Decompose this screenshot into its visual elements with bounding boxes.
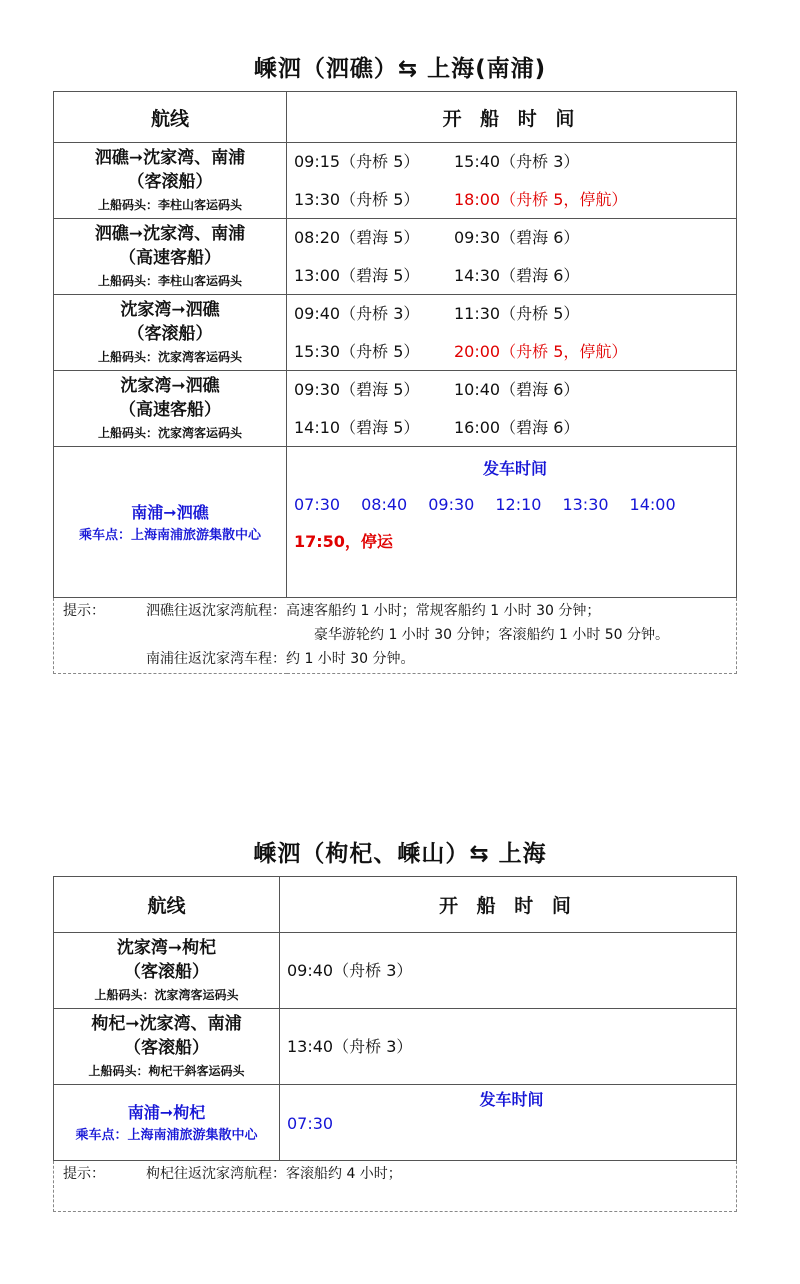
section1-title: 嵊泗（泗礁）⇆ 上海(南浦) [253, 56, 547, 82]
vessel-type: （高速客船） [119, 400, 221, 420]
sailing-time: 15:30（舟桥 5） [294, 342, 420, 361]
sailing-time: 15:40（舟桥 3） [454, 152, 580, 171]
section2-table [53, 876, 737, 1212]
route-cell [54, 295, 287, 371]
route-name: 泗礁➞沈家湾、南浦 [94, 224, 246, 244]
vessel-type: （高速客船） [119, 248, 221, 268]
route-name: 沈家湾➞泗礁 [120, 376, 220, 396]
sailing-time: 09:30（碧海 6） [454, 228, 580, 247]
sailing-times [287, 143, 737, 219]
vessel-type: （客滚船） [124, 962, 209, 982]
suspended-sailing-time: 18:00（舟桥 5，停航） [454, 190, 628, 209]
tips-row [54, 1161, 737, 1212]
route-cell [54, 143, 287, 219]
tips-row [54, 598, 737, 674]
sailing-times [287, 371, 737, 447]
sailing-time: 09:15（舟桥 5） [294, 152, 420, 171]
bus-route-cell [54, 1085, 280, 1161]
sailing-times [280, 933, 737, 1009]
route-name: 泗礁➞沈家湾、南浦 [94, 148, 246, 168]
boarding-pier: 上船码头：沈家湾客运码头 [97, 426, 242, 440]
departure-time: 13:30 [562, 495, 609, 514]
vessel-type: （客滚船） [124, 1038, 209, 1058]
route-name: 沈家湾➞枸杞 [116, 938, 217, 958]
departure-time: 14:00 [629, 495, 676, 514]
sailing-time: 14:10（碧海 5） [294, 418, 420, 437]
bus-times [280, 1085, 737, 1161]
tip-text: 枸杞往返沈家湾航程：客滚船约 4 小时； [146, 1166, 402, 1182]
sailing-time: 16:00（碧海 6） [454, 418, 580, 437]
departure-times [294, 495, 736, 514]
sailing-time: 13:00（碧海 5） [294, 266, 420, 285]
vessel-type: （客滚船） [127, 172, 213, 192]
tip-text: 南浦往返沈家湾车程：约 1 小时 30 分钟。 [146, 651, 415, 667]
vessel-type: （客滚船） [127, 324, 213, 344]
table-row [54, 295, 737, 371]
sailing-time: 13:40（舟桥 3） [287, 1036, 413, 1056]
tip-text: 豪华游轮约 1 小时 30 分钟；客滚船约 1 小时 50 分钟。 [314, 627, 670, 643]
section1-table [53, 91, 737, 674]
boarding-pier: 上船码头：沈家湾客运码头 [94, 988, 239, 1002]
boarding-pier: 上船码头：沈家湾客运码头 [97, 350, 242, 364]
bus-route-cell [54, 447, 287, 598]
section2-title: 嵊泗（枸杞、嵊山）⇆ 上海 [253, 841, 547, 867]
sailing-time: 09:40（舟桥 3） [287, 960, 413, 980]
route-name: 沈家湾➞泗礁 [120, 300, 220, 320]
tips-cell [54, 598, 737, 674]
bus-times [287, 447, 737, 598]
sailing-time: 09:40（舟桥 3） [294, 304, 420, 323]
route-cell [54, 219, 287, 295]
sailing-times [287, 219, 737, 295]
boarding-pier: 上船码头：李柱山客运码头 [97, 274, 242, 288]
bus-row [54, 1085, 737, 1161]
table-row [54, 143, 737, 219]
tips-label: 提示： [63, 1166, 105, 1182]
bus-route-name: 南浦➞泗礁 [131, 502, 209, 522]
bus-pickup-point: 乘车点：上海南浦旅游集散中心 [78, 527, 261, 543]
bus-row [54, 447, 737, 598]
sailing-time: 08:20（碧海 5） [294, 228, 420, 247]
sailing-time: 11:30（舟桥 5） [454, 304, 580, 323]
sailing-time: 09:30（碧海 5） [294, 380, 420, 399]
departure-time: 12:10 [495, 495, 542, 514]
tips-label: 提示： [63, 603, 105, 619]
table-row [54, 1009, 737, 1085]
sailing-time: 10:40（碧海 6） [454, 380, 580, 399]
sailing-time: 14:30（碧海 6） [454, 266, 580, 285]
suspended-sailing-time: 20:00（舟桥 5，停航） [454, 342, 628, 361]
route-name: 枸杞➞沈家湾、南浦 [91, 1014, 242, 1034]
route-header: 航线 [54, 877, 280, 933]
table-row [54, 371, 737, 447]
route-header: 航线 [54, 92, 287, 143]
table-row [54, 933, 737, 1009]
route-cell [54, 933, 280, 1009]
departure-time: 07:30 [294, 495, 341, 514]
sailing-times [287, 295, 737, 371]
departure-time: 07:30 [287, 1114, 334, 1133]
bus-route-name: 南浦➞枸杞 [127, 1103, 206, 1122]
boarding-pier: 上船码头：枸杞干斜客运码头 [88, 1064, 245, 1078]
table-row [54, 219, 737, 295]
tip-text: 泗礁往返沈家湾航程：高速客船约 1 小时；常规客船约 1 小时 30 分钟； [146, 603, 601, 619]
departure-heading: 发车时间 [479, 1090, 544, 1109]
boarding-pier: 上船码头：李柱山客运码头 [97, 198, 242, 212]
tips-cell [54, 1161, 737, 1212]
times-header: 开 船 时 间 [280, 877, 737, 933]
sailing-time: 13:30（舟桥 5） [294, 190, 420, 209]
departure-time: 09:30 [428, 495, 475, 514]
bus-pickup-point: 乘车点：上海南浦旅游集散中心 [75, 1128, 258, 1143]
sailing-times [280, 1009, 737, 1085]
route-cell [54, 371, 287, 447]
suspended-departure: 17:50，停运 [294, 532, 393, 551]
departure-time: 08:40 [361, 495, 408, 514]
departure-heading: 发车时间 [482, 459, 547, 478]
times-header: 开 船 时 间 [287, 92, 737, 143]
route-cell [54, 1009, 280, 1085]
